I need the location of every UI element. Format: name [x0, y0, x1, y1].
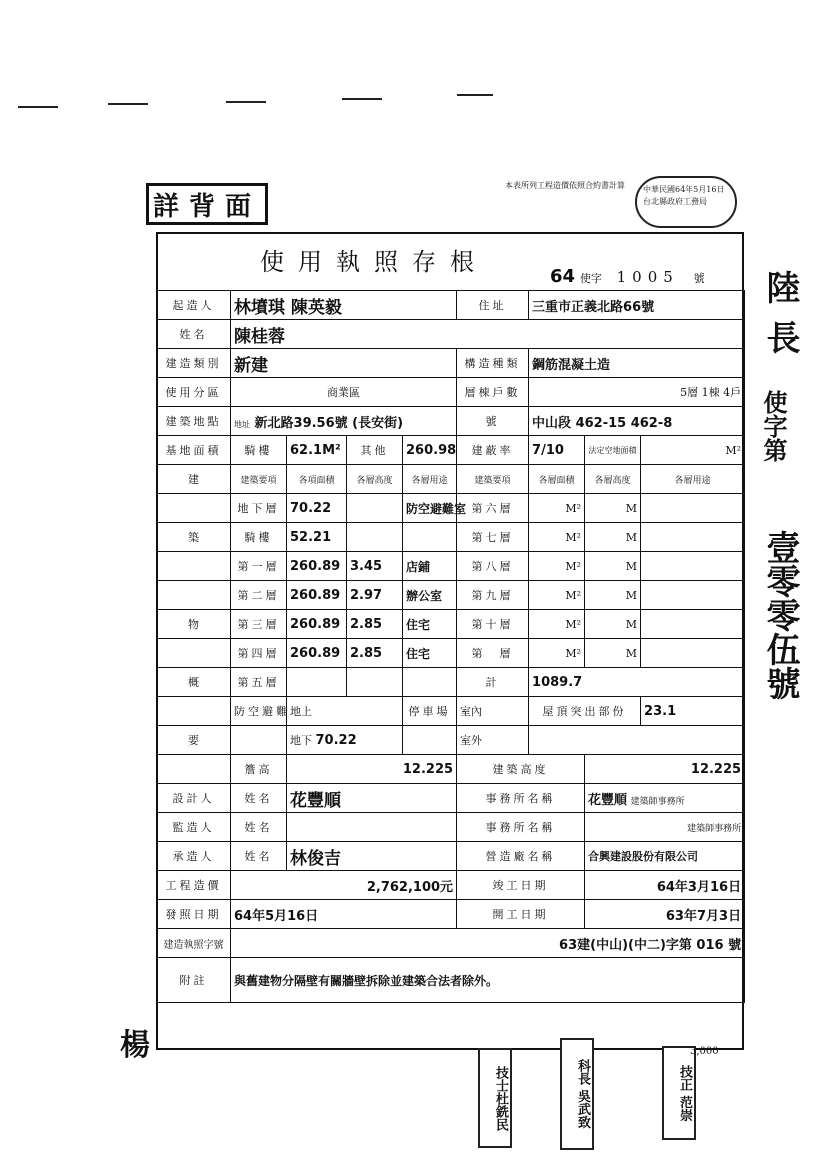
note-label: 附註	[157, 958, 231, 1003]
zone-label: 使用分區	[157, 378, 231, 407]
floor-area-right-unit: M²	[529, 581, 585, 610]
floor-area: 260.89	[287, 610, 347, 639]
floor-use: 防空避難室	[403, 494, 457, 523]
civil-above	[287, 697, 403, 726]
right-edge-text: 壹零零伍號	[760, 530, 800, 700]
floor-use: 辦公室	[403, 581, 457, 610]
structure-label: 構造種類	[457, 349, 529, 378]
structure-value: 鋼筋混凝土造	[529, 349, 745, 378]
designer-label: 設計人	[157, 784, 231, 813]
floor-name-right: 第九層	[457, 581, 529, 610]
col-use: 各層用途	[403, 465, 457, 494]
permit-number-label: 建造執照字號	[157, 929, 231, 958]
col-area: 各項面積	[287, 465, 347, 494]
floor-use-right	[641, 610, 745, 639]
parking-label: 停車場	[403, 697, 457, 726]
building-side-label: 築	[157, 523, 231, 552]
arcade-area: 62.1M²	[287, 436, 347, 465]
site-label: 建築地點	[157, 407, 231, 436]
contractor-label: 承造人	[157, 842, 231, 871]
floor-name-right: 第八層	[457, 552, 529, 581]
builder-label: 起造人	[157, 291, 231, 320]
total-label: 計	[457, 668, 529, 697]
right-edge-text: 陸	[760, 270, 800, 304]
floor-use: 店鋪	[403, 552, 457, 581]
supervisor-name-label: 姓名	[231, 813, 287, 842]
floor-height: 3.45	[347, 552, 403, 581]
builder-names: 林墳琪 陳英毅	[231, 291, 457, 320]
back-side-tag: 詳背面	[146, 183, 268, 225]
floor-use-right	[641, 494, 745, 523]
completion-value: 64年3月16日	[585, 871, 745, 900]
contractor-name: 林俊吉	[287, 842, 457, 871]
floor-use: 住宅	[403, 610, 457, 639]
office-value-cell	[585, 784, 745, 813]
col-height-2: 各層高度	[585, 465, 641, 494]
floor-name: 地下層	[231, 494, 287, 523]
floor-height: 2.85	[347, 610, 403, 639]
building-side-label: 建	[157, 465, 231, 494]
scan-mark	[226, 101, 266, 103]
floor-area: 70.22	[287, 494, 347, 523]
floor-name-right: 第十層	[457, 610, 529, 639]
arcade-label: 騎樓	[231, 436, 287, 465]
floor-name-right: 第七層	[457, 523, 529, 552]
floor-use-right	[641, 639, 745, 668]
building-side-label: 概	[157, 668, 231, 697]
floor-name: 第四層	[231, 639, 287, 668]
floor-name-right: 第 層	[457, 639, 529, 668]
floor-use	[403, 523, 457, 552]
empty-cell	[157, 697, 231, 726]
floor-height: 2.85	[347, 639, 403, 668]
parking-outdoor: 室外	[457, 726, 529, 755]
building-side-label	[157, 581, 231, 610]
issue-date-value: 64年5月16日	[231, 900, 457, 929]
floor-name: 第一層	[231, 552, 287, 581]
floor-use	[403, 668, 457, 697]
above-label: 地上	[290, 705, 312, 718]
base-area-label: 基地面積	[157, 436, 231, 465]
floor-use: 住宅	[403, 639, 457, 668]
start-date-value: 63年7月3日	[585, 900, 745, 929]
below-value: 70.22	[315, 733, 357, 748]
section-chief-stamp: 科長 吳武致	[560, 1038, 594, 1150]
designer-name-label: 姓名	[231, 784, 287, 813]
right-edge-text: 使字第	[759, 390, 788, 462]
supervisor-office-label: 事務所名稱	[457, 813, 585, 842]
roof-value: 23.1	[641, 697, 745, 726]
floor-area: 260.89	[287, 552, 347, 581]
building-height-label: 建築高度	[457, 755, 585, 784]
supervisor-suffix: 建築師事務所	[585, 813, 745, 842]
floor-area-right-unit: M²	[529, 523, 585, 552]
doc-type: 使字	[579, 272, 602, 285]
floor-height	[347, 523, 403, 552]
floor-area-right-unit: M²	[529, 552, 585, 581]
address-label: 住址	[457, 291, 529, 320]
site-number-label: 號	[457, 407, 529, 436]
company-value: 合興建設股份有限公司	[585, 842, 745, 871]
civil-below	[287, 726, 403, 755]
side-note: 本表所列工程造價依照合約書計算	[505, 181, 625, 190]
building-type-label: 建造類別	[157, 349, 231, 378]
floor-height-right-unit: M	[585, 610, 641, 639]
eave-value: 12.225	[287, 755, 457, 784]
floor-area-right-unit: M²	[529, 610, 585, 639]
doc-number: 1005	[616, 268, 679, 286]
floor-use-right	[641, 523, 745, 552]
empty-cell	[157, 755, 231, 784]
col-item: 建築要項	[231, 465, 287, 494]
floor-use-right	[641, 581, 745, 610]
scan-mark	[108, 103, 148, 105]
site-lot: 中山段 462-15 462-8	[529, 407, 745, 436]
supervisor-name	[287, 813, 457, 842]
floors-label: 層棟戶數	[457, 378, 529, 407]
floor-height-right-unit: M	[585, 639, 641, 668]
floor-use-right	[641, 552, 745, 581]
building-side-label: 物	[157, 610, 231, 639]
col-height: 各層高度	[347, 465, 403, 494]
floor-name: 第二層	[231, 581, 287, 610]
building-height-value: 12.225	[585, 755, 745, 784]
building-side-label	[157, 639, 231, 668]
floor-name-right: 第六層	[457, 494, 529, 523]
coverage-label: 建蔽率	[457, 436, 529, 465]
engineer-stamp: 技正 范崇	[662, 1046, 696, 1140]
total-value: 1089.7	[529, 668, 745, 697]
left-margin-mark: 楊	[120, 1028, 150, 1063]
building-side-label	[157, 552, 231, 581]
floor-height-right-unit: M	[585, 581, 641, 610]
company-label: 營造廠名稱	[457, 842, 585, 871]
eave-label: 簷高	[231, 755, 287, 784]
builder-names-2: 陳桂蓉	[231, 320, 745, 349]
scan-mark	[342, 98, 382, 100]
office-suffix: 建築師事務所	[630, 796, 685, 807]
completion-label: 竣工日期	[457, 871, 585, 900]
note-value: 與舊建物分隔壁有關牆壁拆除並建築合法者除外。	[231, 958, 745, 1003]
floor-area-right-unit: M²	[529, 494, 585, 523]
permit-form-table	[156, 290, 745, 1003]
legal-space-unit: M²	[641, 436, 745, 465]
floor-name: 第五層	[231, 668, 287, 697]
scan-mark	[457, 94, 493, 96]
building-type-value: 新建	[231, 349, 457, 378]
building-side-label: 要	[157, 726, 231, 755]
document-number	[550, 266, 705, 287]
contractor-name-label: 姓名	[231, 842, 287, 871]
designer-name: 花豐順	[287, 784, 457, 813]
name-label: 姓名	[157, 320, 231, 349]
cost-label: 工程造價	[157, 871, 231, 900]
floor-area	[287, 668, 347, 697]
doc-year: 64	[550, 266, 576, 287]
date-stamp: 中華民國64年5月16日 台北縣政府工務局	[635, 176, 737, 228]
site-address: 新北路39.56號 (長安街)	[254, 415, 404, 431]
floor-height	[347, 668, 403, 697]
col-item-2: 建築要項	[457, 465, 529, 494]
floors-value: 5層 1棟 4戶	[529, 378, 745, 407]
supervisor-label: 監造人	[157, 813, 231, 842]
cost-value: 2,762,100元	[231, 871, 457, 900]
site-value	[231, 407, 457, 436]
address-value: 三重市正義北路66號	[529, 291, 745, 320]
zone-value: 商業區	[231, 378, 457, 407]
floor-area-right-unit: M²	[529, 639, 585, 668]
empty-cell	[529, 726, 745, 755]
form-title: 使用執照存根	[260, 248, 488, 276]
coverage-value: 7/10	[529, 436, 585, 465]
office-value: 花豐順	[588, 792, 628, 808]
print-run: 3,000	[690, 1046, 719, 1057]
parking-indoor: 室內	[457, 697, 529, 726]
roof-label: 屋頂突出部份	[529, 697, 641, 726]
other-area: 260.98	[403, 436, 457, 465]
floor-rows	[157, 494, 745, 668]
office-label: 事務所名稱	[457, 784, 585, 813]
civil-defense-label: 防空避難	[231, 697, 287, 726]
issue-date-label: 發照日期	[157, 900, 231, 929]
permit-number-value: 63建(中山)(中二)字第 016 號	[231, 929, 745, 958]
empty-cell	[403, 726, 457, 755]
floor-height-right-unit: M	[585, 523, 641, 552]
empty-cell	[231, 726, 287, 755]
scan-mark	[18, 106, 58, 108]
floor-height-right-unit: M	[585, 552, 641, 581]
building-side-label	[157, 494, 231, 523]
right-edge-text: 長	[760, 320, 800, 354]
doc-suffix: 號	[693, 272, 705, 285]
site-prefix: 地址	[234, 419, 250, 429]
floor-area: 260.89	[287, 581, 347, 610]
floor-area: 260.89	[287, 639, 347, 668]
floor-name: 第三層	[231, 610, 287, 639]
floor-height: 2.97	[347, 581, 403, 610]
col-area-2: 各層面積	[529, 465, 585, 494]
other-label: 其他	[347, 436, 403, 465]
inspector-stamp: 技士杜銑民	[478, 1048, 512, 1148]
floor-name: 騎樓	[231, 523, 287, 552]
below-label: 地下	[290, 734, 312, 747]
floor-height-right-unit: M	[585, 494, 641, 523]
legal-space-label: 法定空地面積	[585, 436, 641, 465]
floor-area: 52.21	[287, 523, 347, 552]
col-use-2: 各層用途	[641, 465, 745, 494]
start-date-label: 開工日期	[457, 900, 585, 929]
floor-height	[347, 494, 403, 523]
